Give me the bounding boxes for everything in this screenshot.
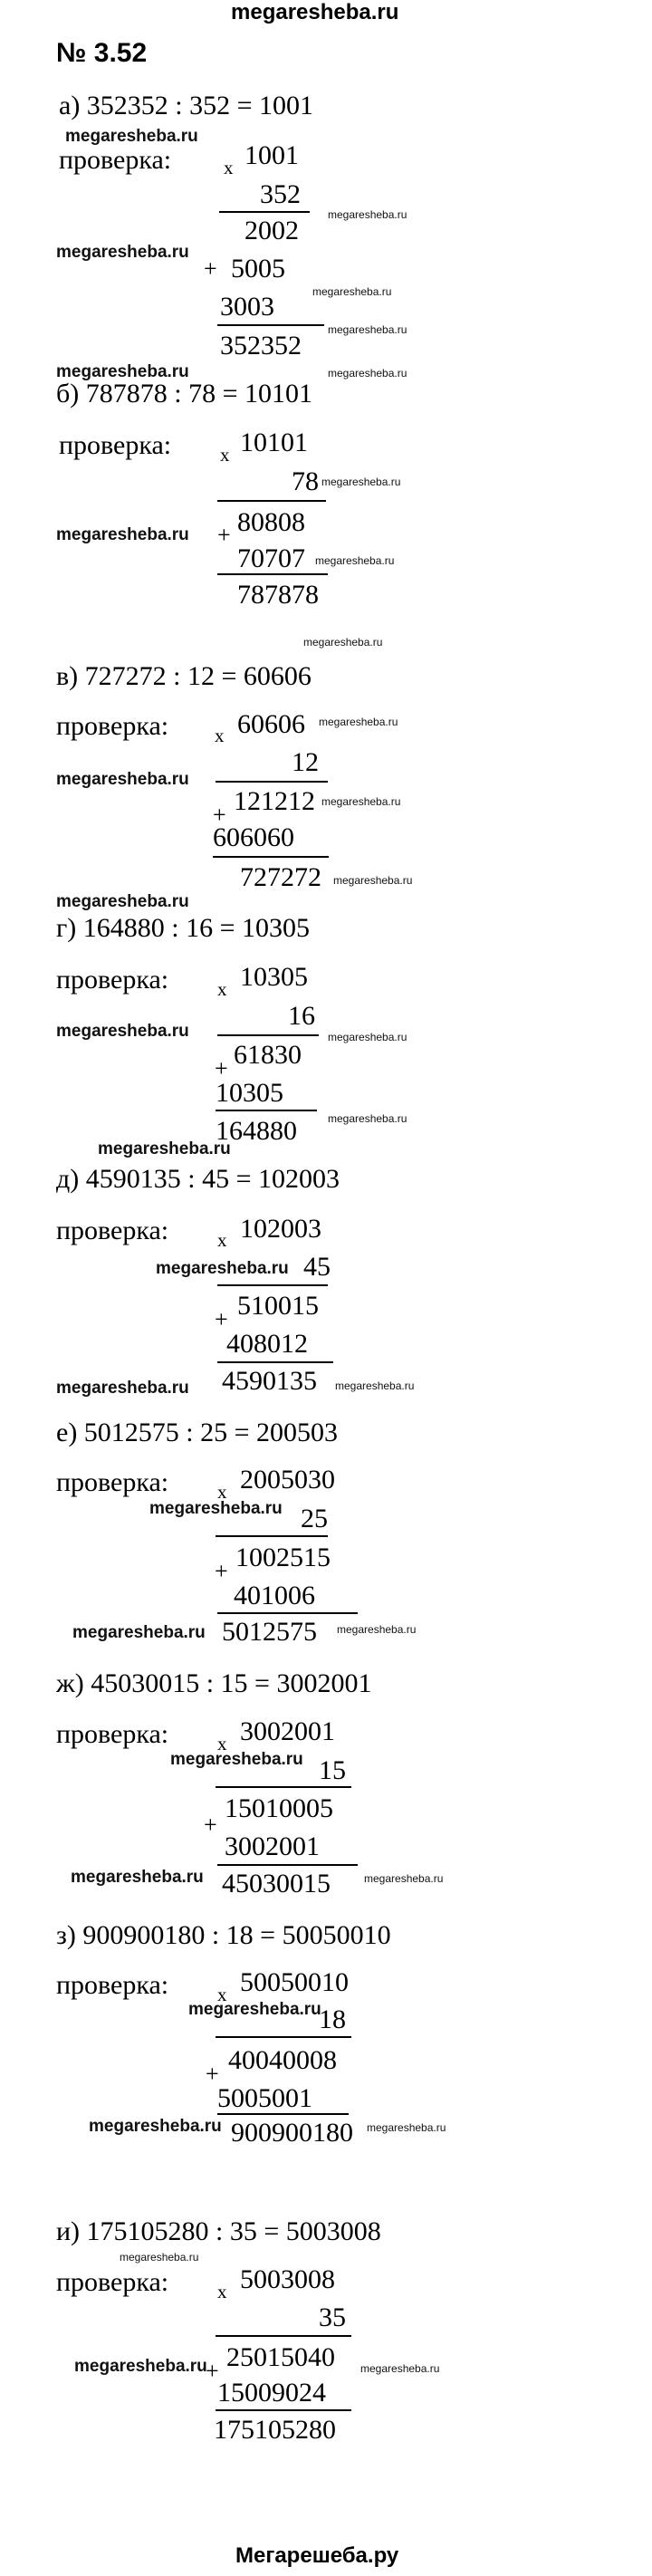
multiply-sign: x	[217, 1733, 227, 1754]
watermark-small: megaresheba.ru	[328, 367, 408, 380]
underline	[216, 781, 328, 783]
check-label: проверка:	[56, 965, 169, 995]
check-label: проверка:	[56, 2267, 169, 2297]
check-label: проверка:	[59, 430, 172, 460]
plus-sign: +	[213, 802, 226, 828]
multiply-sign: x	[217, 1481, 227, 1503]
factor-1: 102003	[240, 1214, 321, 1244]
underline	[217, 500, 326, 502]
plus-sign: +	[206, 2061, 219, 2087]
partial-1: 25015040	[226, 2342, 335, 2372]
factor-1: 50050010	[240, 1967, 349, 1997]
underline	[217, 1361, 333, 1363]
watermark: megaresheba.ru	[56, 892, 189, 911]
watermark: megaresheba.ru	[156, 1259, 289, 1278]
watermark-small: megaresheba.ru	[337, 1623, 417, 1636]
watermark: megaresheba.ru	[188, 2000, 321, 2019]
check-label: проверка:	[56, 1970, 169, 2000]
footer-site-name: Мегарешеба.ру	[235, 2543, 399, 2568]
underline	[217, 573, 328, 575]
watermark-small: megaresheba.ru	[321, 795, 401, 808]
partial-1: 80808	[237, 507, 305, 537]
partial-2: 3002001	[225, 1831, 320, 1861]
partial-1: 1002515	[235, 1543, 331, 1572]
plus-sign: +	[206, 2358, 219, 2384]
result: 5012575	[222, 1617, 317, 1647]
underline	[216, 2409, 351, 2411]
watermark-small: megaresheba.ru	[360, 2362, 440, 2375]
watermark: megaresheba.ru	[56, 1379, 189, 1398]
equation-f: е) 5012575 : 25 = 200503	[56, 1418, 339, 1447]
watermark: megaresheba.ru	[89, 2117, 222, 2136]
check-label: проверка:	[56, 711, 169, 741]
partial-1: 40040008	[228, 2045, 337, 2075]
watermark: megaresheba.ru	[56, 1022, 189, 1041]
plus-sign: +	[217, 522, 231, 548]
partial-1: 121212	[234, 786, 315, 816]
factor-2: 18	[319, 2004, 346, 2034]
watermark-small: megaresheba.ru	[328, 1112, 408, 1125]
factor-2: 15	[319, 1755, 346, 1785]
partial-2: 606060	[213, 822, 294, 852]
partial-2: 401006	[234, 1581, 315, 1610]
underline	[216, 1535, 328, 1537]
factor-1: 3002001	[240, 1716, 335, 1746]
watermark: megaresheba.ru	[65, 127, 198, 146]
partial-2: 70707	[237, 543, 305, 573]
partial-1: 61830	[234, 1040, 302, 1070]
check-label: проверка:	[56, 1216, 169, 1245]
check-label: проверка:	[56, 1467, 169, 1497]
partial-3: 3003	[220, 292, 274, 322]
partial-1: 2002	[244, 216, 299, 245]
plus-sign: +	[204, 255, 217, 282]
partial-2: 5005	[231, 254, 285, 284]
factor-2: 35	[319, 2302, 346, 2332]
check-label: проверка:	[59, 145, 172, 175]
multiply-sign: x	[217, 1229, 227, 1251]
underline	[216, 2335, 351, 2337]
watermark-small: megaresheba.ru	[315, 554, 395, 567]
result: 4590135	[222, 1366, 317, 1396]
underline	[217, 1864, 358, 1866]
multiply-sign: x	[217, 1984, 227, 2005]
equation-c: в) 727272 : 12 = 60606	[56, 661, 312, 691]
partial-1: 510015	[237, 1291, 319, 1321]
multiply-sign: x	[215, 725, 225, 746]
multiply-sign: x	[217, 2281, 227, 2302]
equation-e: д) 4590135 : 45 = 102003	[56, 1164, 340, 1194]
equation-h: з) 900900180 : 18 = 50050010	[56, 1920, 391, 1950]
watermark-small: megaresheba.ru	[367, 2121, 446, 2134]
result: 727272	[240, 862, 321, 892]
result: 900900180	[231, 2118, 353, 2148]
partial-1: 15010005	[225, 1793, 333, 1823]
watermark: megaresheba.ru	[56, 770, 189, 789]
equation-g: ж) 45030015 : 15 = 3002001	[56, 1668, 372, 1698]
check-label: проверка:	[56, 1719, 169, 1749]
plus-sign: +	[215, 1558, 228, 1584]
underline	[217, 324, 324, 326]
factor-2: 78	[292, 466, 319, 496]
watermark: megaresheba.ru	[56, 525, 189, 544]
factor-2: 25	[301, 1504, 328, 1533]
result: 45030015	[222, 1869, 331, 1898]
partial-2: 5005001	[217, 2083, 312, 2113]
equation-d: г) 164880 : 16 = 10305	[56, 913, 311, 943]
factor-1: 10101	[240, 428, 308, 457]
factor-1: 60606	[237, 709, 305, 739]
watermark-small: megaresheba.ru	[303, 636, 383, 649]
task-number: № 3.52	[56, 38, 148, 68]
multiply-sign: x	[217, 978, 227, 1000]
result: 175105280	[214, 2415, 336, 2445]
plus-sign: +	[215, 1306, 228, 1332]
factor-1: 5003008	[240, 2264, 335, 2294]
watermark: megaresheba.ru	[56, 362, 189, 381]
watermark-small: megaresheba.ru	[328, 208, 408, 221]
factor-2: 45	[303, 1252, 331, 1282]
factor-2: 12	[292, 747, 319, 777]
watermark-small: megaresheba.ru	[319, 716, 398, 728]
factor-1: 1001	[244, 140, 299, 170]
factor-2: 16	[288, 1001, 315, 1031]
underline	[217, 2113, 349, 2115]
watermark: megaresheba.ru	[56, 243, 189, 262]
underline	[216, 1110, 317, 1111]
watermark-small: megaresheba.ru	[333, 874, 413, 887]
equation-i: и) 175105280 : 35 = 5003008	[56, 2216, 381, 2246]
watermark: megaresheba.ru	[71, 1868, 204, 1887]
plus-sign: +	[204, 1812, 217, 1838]
watermark-small: megaresheba.ru	[335, 1379, 415, 1392]
plus-sign: +	[215, 1055, 228, 1081]
watermark: megaresheba.ru	[170, 1750, 303, 1769]
result: 787878	[237, 580, 319, 610]
watermark: megaresheba.ru	[149, 1499, 283, 1518]
watermark-small: megaresheba.ru	[321, 476, 401, 488]
underline	[217, 1284, 328, 1286]
underline	[217, 1612, 358, 1614]
equation-a: а) 352352 : 352 = 1001	[59, 91, 314, 120]
multiply-sign: x	[220, 444, 230, 466]
underline	[213, 856, 329, 858]
watermark-small: megaresheba.ru	[312, 285, 392, 298]
underline	[216, 1786, 351, 1788]
factor-1: 2005030	[240, 1465, 335, 1495]
watermark: megaresheba.ru	[74, 2357, 207, 2376]
watermark-small: megaresheba.ru	[120, 2251, 199, 2264]
header-site-name: megaresheba.ru	[231, 0, 399, 24]
underline	[216, 2036, 351, 2038]
result: 352352	[220, 331, 302, 360]
watermark-small: megaresheba.ru	[328, 1031, 408, 1043]
watermark-small: megaresheba.ru	[328, 323, 408, 336]
result: 164880	[216, 1116, 297, 1146]
watermark: megaresheba.ru	[98, 1139, 231, 1158]
underline	[219, 211, 310, 213]
partial-2: 15009024	[217, 2378, 326, 2408]
partial-2: 10305	[216, 1078, 283, 1108]
factor-1: 10305	[240, 962, 308, 992]
underline	[217, 1034, 319, 1036]
multiply-sign: x	[224, 157, 234, 178]
watermark-small: megaresheba.ru	[364, 1872, 444, 1885]
factor-2: 352	[260, 179, 301, 209]
equation-b: б) 787878 : 78 = 10101	[56, 379, 313, 409]
watermark: megaresheba.ru	[72, 1623, 206, 1642]
partial-2: 408012	[226, 1329, 308, 1359]
